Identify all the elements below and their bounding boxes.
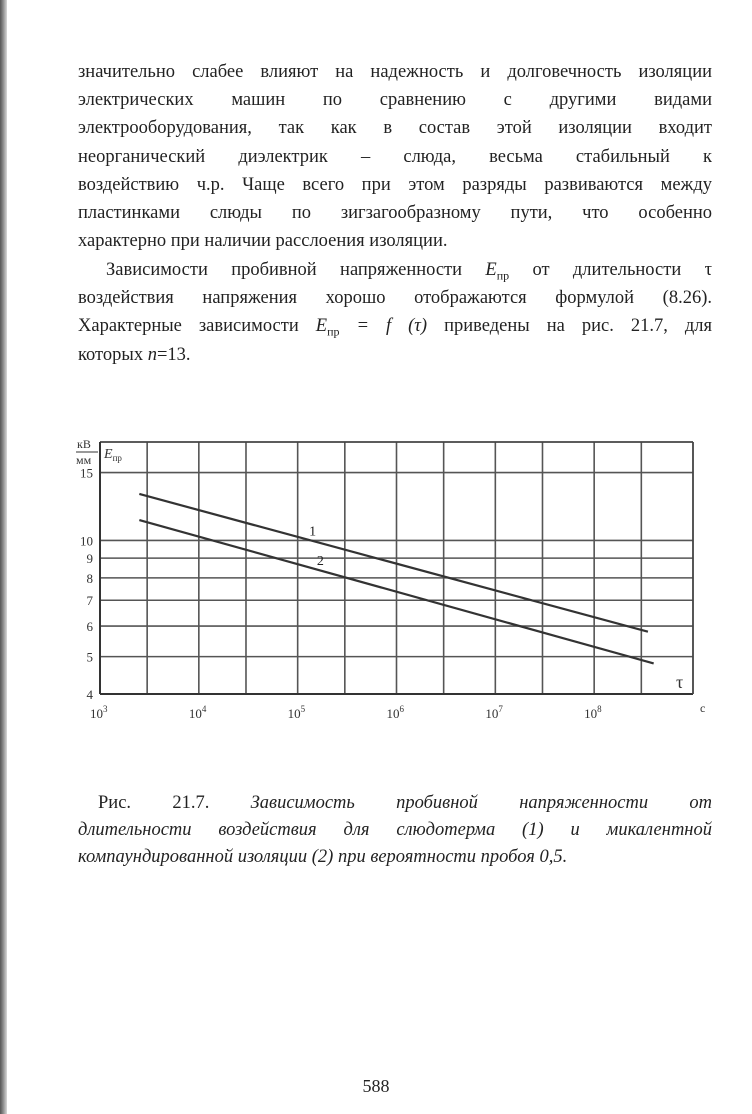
text-line: воздействия напряжения хорошо отображаются формулой (8.26). — [78, 288, 712, 309]
symbol-subscript: пр — [327, 325, 340, 340]
text-line: воздействию ч.р. Чаще всего при этом разряды развиваются между — [78, 174, 712, 195]
x-tick-label: $10^4$ — [188, 704, 207, 721]
y-tick-label: 8 — [86, 570, 93, 586]
x-tick-label: $10^5$ — [287, 704, 306, 721]
figure-caption — [78, 790, 712, 871]
caption-line: компаундированной изоляции (2) при вероятности пробоя 0,5. — [78, 847, 568, 867]
x-tick-label: $10^3$ — [90, 704, 108, 721]
symbol-e: E — [315, 316, 328, 337]
caption-line — [78, 790, 712, 817]
y-axis-symbol: $E_{пр}$ — [104, 447, 122, 463]
text-fragment: приведены на рис. 21.7, для — [427, 316, 712, 337]
text-fragment: =13. — [156, 344, 191, 365]
x-tick-label: $10^7$ — [485, 704, 503, 721]
symbol-e: E — [485, 260, 497, 280]
text-line: электрооборудования, так как в состав этой изоляции входит — [78, 118, 712, 139]
y-tick-label: 7 — [86, 593, 93, 609]
y-tick-label: 15 — [80, 465, 93, 481]
chart-labels — [76, 437, 705, 721]
text-line: характерно при наличии расслоения изоляции. — [78, 231, 448, 252]
caption-text: Зависимость пробивной напряженности от — [209, 793, 712, 813]
x-axis-unit: с — [700, 701, 706, 715]
text-line: неорганический диэлектрик – слюда, весьма стабильный к — [78, 146, 712, 167]
symbol-n: n — [147, 344, 157, 365]
text-line: значительно слабее влияют на надежность и долговечность изоляции — [78, 62, 712, 82]
text-fragment: от длительности τ — [509, 260, 712, 280]
series-label-2: 2 — [316, 554, 324, 570]
text-line: электрических машин по сравнению с другими видами — [78, 90, 712, 111]
x-tick-label: $10^8$ — [584, 704, 602, 721]
x-axis-symbol: τ — [676, 672, 684, 692]
text-fragment: Зависимости пробивной напряженности — [106, 260, 486, 280]
y-tick-label: 6 — [86, 619, 93, 635]
caption-line: длительности воздействия для слюдотерма (1) и микалентной — [78, 820, 712, 840]
y-tick-label: 9 — [86, 551, 93, 567]
function-notation: = f (τ) — [339, 316, 428, 337]
x-tick-label: $10^6$ — [386, 704, 404, 721]
chart-grid — [100, 442, 693, 694]
y-tick-label: 5 — [86, 649, 93, 665]
series-label-1: 1 — [309, 524, 317, 540]
symbol-subscript: пр — [496, 268, 510, 283]
text-fragment: Характерные зависимости — [78, 316, 316, 337]
series-line-1 — [139, 494, 648, 632]
y-tick-label: 10 — [80, 533, 93, 549]
caption-figure-number: Рис. 21.7. — [98, 793, 210, 813]
y-tick-label: 4 — [86, 687, 93, 702]
text-line: пластинками слюды по зигзагообразному пути, что особенно — [78, 202, 712, 223]
text-fragment: которых — [78, 344, 148, 365]
page-number: 588 — [362, 1076, 390, 1096]
y-axis-unit-denominator: мм — [76, 453, 92, 467]
y-axis-unit-numerator: кВ — [77, 437, 91, 451]
